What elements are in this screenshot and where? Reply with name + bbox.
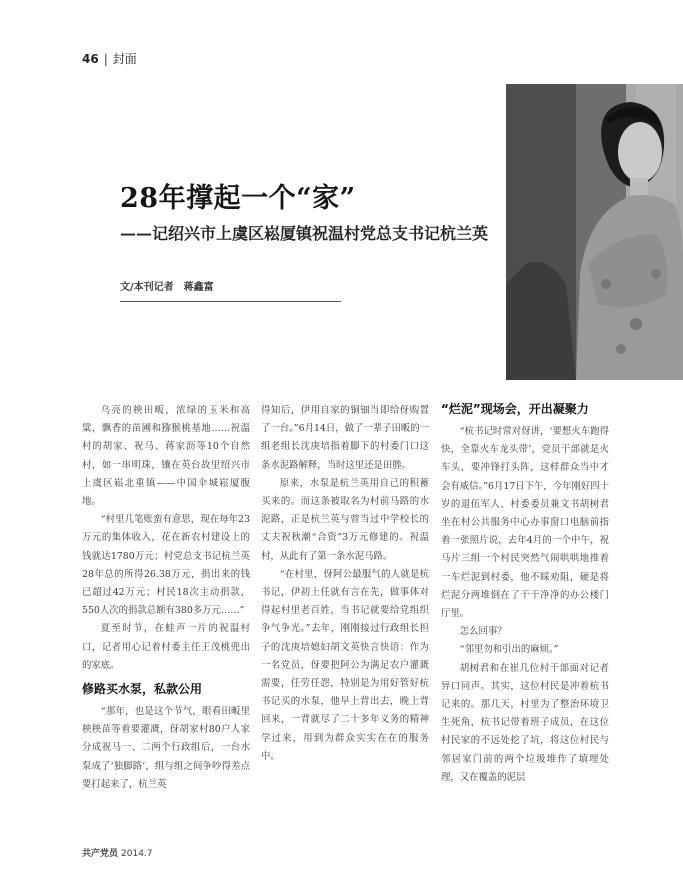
section-heading: 修路买水泵，私款公用 (82, 682, 203, 697)
issue-number: 2014.7 (121, 849, 153, 859)
section-heading: “烂泥”现场会，开出凝聚力 (441, 402, 589, 416)
paragraph: “那年，也是这个节气，眼看田畈里秧秧苗等着要灌溉，伢胡家村80户人家分成祝马一、二两个行政组后，一台水泵成了‘独脚路’，组与组之间争吵得差点要打起来了，杭兰英 (82, 706, 250, 790)
header-separator: | (103, 52, 108, 66)
column-1 (82, 402, 250, 794)
paragraph: 原来，水泵是杭兰英用自己的积蓄买来的。而这条被取名为村前马路的水泥路，正是杭兰英与曾当过中学校长的丈夫祝秋潮“合资”3万元修建的。祝温村，从此有了第一条水泥马路。 (261, 477, 429, 562)
paragraph: 得知后，伊用自家的铜钿当即给伢购置了一台。”6月14日，做了一辈子田畈的一组老组长沈庚培指着脚下的村委门口这条水泥路解释，当时这里还是田塍。 (261, 405, 429, 471)
article-title: 28年撑起一个“家” (120, 183, 356, 214)
article-subtitle: ——记绍兴市上虞区崧厦镇祝温村党总支书记杭兰英 (120, 224, 489, 243)
page-footer (82, 846, 153, 859)
paragraph: 乌亮的秧田畈，浓绿的玉米和高粱，飘香的苗圃和猕猴桃基地……祝温村的胡家、祝马、蒋家沥等10个自然村，如一串明珠，镶在英台故里绍兴市上虞区崧北重镇——中国伞城崧厦腹地。 (82, 405, 250, 508)
column-2 (261, 402, 429, 766)
byline-divider (120, 301, 341, 302)
byline (120, 278, 214, 293)
photo-of-woman-icon (506, 84, 683, 380)
column-3 (441, 402, 609, 787)
cover-photo (506, 84, 683, 380)
paragraph: 怎么回事？ (459, 626, 507, 638)
magazine-name: 共产党员 (82, 849, 119, 859)
paragraph: 夏至时节，在蛙声一片的祝温村口，记者用心记着村委主任王茂桃兜出的家底。 (82, 623, 250, 671)
paragraph: “村里几笔账蛮有意思，现在每年23万元的集体收入，花在新农村建设上的钱就达1780万元；村党总支书记杭兰英28年总的所得26.38万元，捐出来的钱已超过42万元；村民18次主动捐款，550人次的捐款总额有380多万元……” (82, 514, 250, 617)
paragraph: “邻里勿和引出的麻烦。” (459, 644, 559, 656)
section-name: 封面 (112, 52, 137, 66)
paragraph: 胡树君和在崔几位村干部面对记者异口同声。其实，这位村民是冲着杭书记来的。那几天，村里为了整治环境卫生死角，杭书记带着班子成员，在这位村民家的不远处挖了坑，将这位村民与邻居家门前的两个垃圾堆作了填埋处理，又在覆盖的泥层 (441, 662, 609, 783)
paragraph: “在村里，伢阿公最服气的人就是杭书记，伊初上任就有言在先，做事体对得起村里老百姓，当书记就要给党组织争气争光。”去年，刚刚接过行政组长担子的沈庚培媳妇胡文英快言快语：作为一名党员，伢要把阿公为满足农户灌溉需要，任劳任怨，特别是为用好管好杭书记买的水泵，他早上背出去，晚上背回来，一背就尽了二十多年义务的精神学过来，用到为群众实实在在的服务中。 (261, 568, 429, 762)
page-number: 46 (82, 52, 99, 66)
author-name: 蒋鑫富 (183, 282, 214, 293)
byline-label: 文/本刊记者 (120, 282, 174, 293)
page-header (82, 50, 137, 67)
paragraph: “杭书记时常对伢讲，‘要想火车跑得快，全靠火车龙头带’，党员干部就是火车头，要冲锋打头阵，这样群众当中才会有威信。”6月17日下午，今年刚好四十岁的退伍军人、村委委员兼文书胡树君坐在村公共服务中心办事窗口电脑前指着一张照片说，去年4月的一个中午，祝马片三组一个村民突然气闹哄哄地推着一车烂泥到村委，他不睬劝阻，硬是将烂泥分两堆倒在了干干净净的办公楼门厅里。 (441, 426, 609, 620)
